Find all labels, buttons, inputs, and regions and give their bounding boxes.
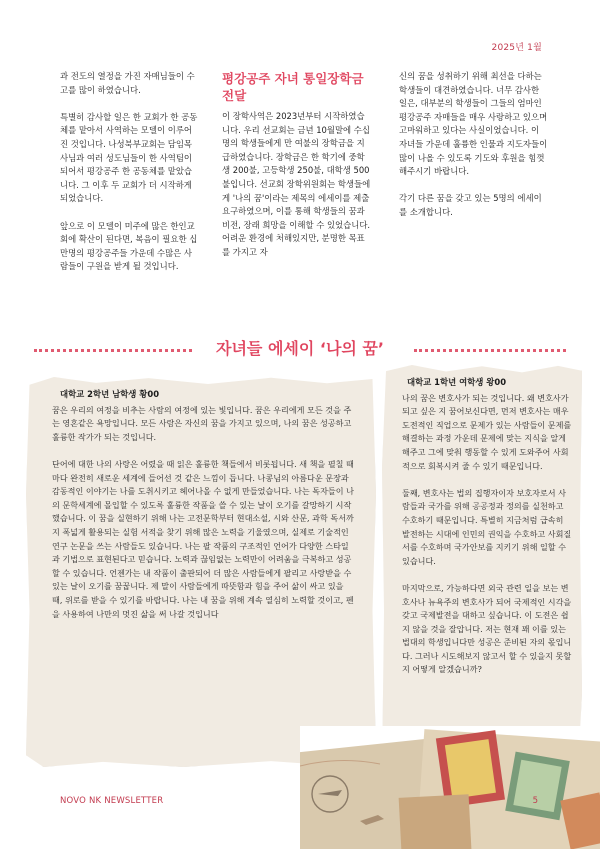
article-column-3 (399, 70, 549, 233)
page-number: 5 (532, 796, 538, 806)
dotted-line-right (414, 349, 566, 352)
essay-author: 대학교 2학년 남학생 황00 (60, 389, 160, 399)
article-column-1 (60, 70, 200, 288)
newsletter-name: NOVO NK NEWSLETTER (60, 796, 164, 806)
paragraph: 마지막으로, 가능하다면 외국 관련 일을 보는 변호사나 뉴욕주의 변호사가 되어 국제적인 시각을 갖고 국제발전을 대하고 싶습니다. 이 도전은 쉽지 않을 것을 잘압니다. 저는 현재 꽤 이를 있는 법대의 학생입니다만 성공은 준비된 자의 몫입니다. 그러나 시도해보지 않고서 할 수 있을지 못할지 어떻게 알겠습니까? (402, 582, 572, 675)
issue-date: 2025년 1월 (491, 43, 542, 53)
scholarship-title: 평강공주 자녀 통일장학금 전달 (222, 71, 364, 103)
essay-2 (402, 376, 572, 691)
section-divider (34, 338, 566, 362)
vintage-postcard-decoration (300, 726, 600, 849)
paragraph: 꿈은 우리의 여정을 비추는 사람의 여정에 있는 빛입니다. 꿈은 우리에게 모든 것을 주는 영혼같은 욕망입니다. 모든 사람은 자신의 꿈을 가지고 있으며, 나의 꿈은 성공하고 훌륭한 작가가 되는 것입니다. (52, 404, 352, 442)
paragraph: 신의 꿈을 성취하기 위해 최선을 다하는 학생들이 대견하였습니다. 너무 감사한 일은, 대부분의 학생들이 그들의 엄마인 평강공주 자매들을 매우 사랑하고 있으며 고마워하고 있다는 사실이었습니다. 이 자녀들 가운데 훌륭한 인물과 지도자들이 많이 나올 수 있도록 기도와 후원을 힘껏 해주시기 바랍니다. (399, 71, 548, 177)
essay-author: 대학교 1학년 여학생 왕00 (407, 377, 507, 387)
paragraph: 과 전도의 열정을 가진 자매님들이 수고를 많이 하였습니다. (60, 71, 195, 95)
paragraph: 앞으로 이 모델이 미주에 많은 한인교회에 확산이 된다면, 복음이 필요한 십만명의 평강공주들 가운데 수많은 사람들이 구원을 받게 될 것입니다. (60, 220, 198, 272)
paragraph: 이 장학사역은 2023년부터 시작하였습니다. 우리 선교회는 금년 10월말에 수십명의 학생들에게 만 여불의 장학금을 지급하였습니다. 장학금은 한 학기에 중학생 200불, 고등학생 250불, 대학생 500불입니다. 선교회 장학위원회는 학생들에게 '나의 꿈'이라는 제목의 에세이를 제출 요구하였으며, 이를 통해 학생들의 꿈과 비전, 장래 희망을 이해할 수 있었습니다. 어려운 환경에 처해있지만, 분명한 목표를 가지고 자 (222, 111, 371, 257)
paragraph: 단어에 대한 나의 사랑은 어렸을 때 읽은 훌륭한 책들에서 비롯됩니다. 새 책을 펼칠 때마다 완전히 새로운 세계에 들어선 것 같은 느낌이 듭니다. 나콩님의 아름다운 문장과 감동적인 이야기는 나를 도취시키고 헤어나올 수 없게 만들었습니다. 나는 독자들이 나의 문학세계에 몰입할 수 있도록 훌륭한 작품을 쓸 수 있는 날이 오기를 갈망하기 시작했습니다. 이 꿈을 실현하기 위해 나는 고전문학부터 현대소설, 시와 산문, 과학 독서까지 폭넓게 활용되는 실험 서적을 찾기 위해 많은 노력을 기울였으며, 실제로 기술적인 연구 논문을 쓰는 사람들도 있습니다. 나는 팔 작품의 구조적인 언어가 다양한 스타일과 기법으로 표현된다고 믿습니다. 노력과 끊임없는 노력만이 어려움을 극복하고 성공할 수 있습니다. 언젠가는 내 작품이 출판되어 더 많은 사람들에게 팔리고 사랑받을 수 있는 날이 오기를 꿈꿉니다. 제 말이 사람들에게 따뜻함과 힘을 주어 삶이 싸고 있을 때, 위로를 받을 수 있기를 바랍니다. 나는 내 꿈을 위해 계속 열심히 노력할 것이고, 펜을 사용하여 나만의 멋진 삶을 써 나갈 것입니다 (52, 458, 354, 619)
paragraph: 특별히 감사할 일은 한 교회가 한 공동체를 맡아서 사역하는 모델이 이루어진 것입니다. 나성북부교회는 담임목사님과 여러 성도님들이 한 사역팀이 되어서 평강공주 한 공동체를 맡았습니다. 그 이후 두 교회가 더 시작하게 되었습니다. (60, 111, 198, 204)
paragraph: 둘째, 변호사는 법의 집행자이자 보호자로서 사람들과 국가를 위해 공공정과 정의를 실천하고 수호하기 때문입니다. 특별히 지금처럼 급속히 발전하는 시대에 인민의 권익을 수호하고 사회질서를 수호하며 국가안보를 지키기 위해 일할 수 있습니다. (402, 487, 572, 566)
essay-1 (52, 388, 356, 635)
postcard-illustration (300, 726, 600, 849)
essays-section-title: 자녀들 에세이 ‘나의 꿈’ (216, 339, 384, 358)
paragraph: 나의 꿈은 변호사가 되는 것입니다. 왜 변호사가 되고 싶은 지 꿈어보신다면, 먼저 변호사는 매우 도전적인 직업으로 문제가 있는 사람들이 문제를 해결하는 과정 가운데 문제에 맞는 지식을 알게 해주고 그에 맞춰 행동할 수 있게 도와주어 사회적으로 회복시켜 줄 수 있기 때문입니다. (402, 392, 572, 471)
article-column-2 (222, 70, 372, 273)
paragraph: 각기 다른 꿈을 갖고 있는 5명의 에세이를 소개합니다. (399, 193, 542, 217)
